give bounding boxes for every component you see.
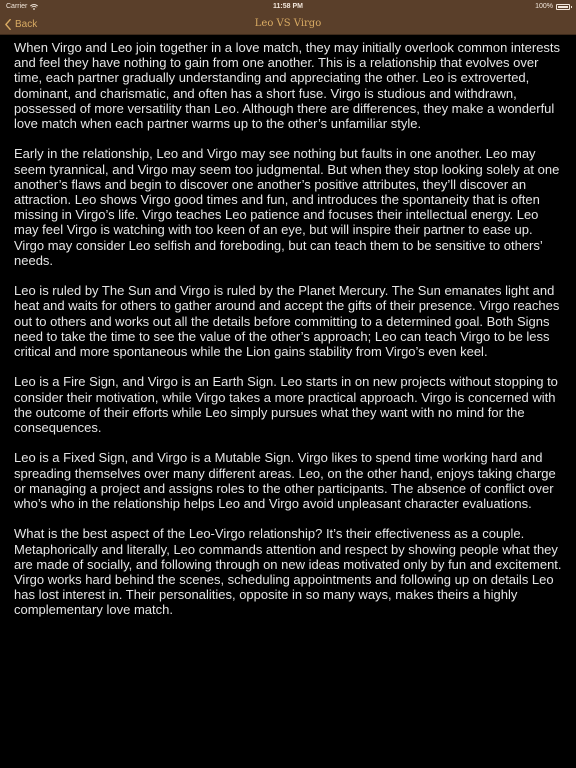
navigation-bar (0, 13, 576, 35)
paragraph: Leo is ruled by The Sun and Virgo is ruled by the Planet Mercury. The Sun emanates light and heat and waits for others to gather around and accept the gifts of their presence. Virgo reaches out to others and works out all the details before committing to a determined goal. Both Signs need to take the time to see the value of the other’s approach; Leo can teach Virgo to be less critical and more spontaneous while the Lion gains stability from Virgo’s even keel. (14, 283, 560, 360)
back-label: Back (15, 18, 38, 30)
status-time: 11:58 PM (273, 3, 303, 10)
paragraph: Early in the relationship, Leo and Virgo may see nothing but faults in one another. Leo may seem tyrannical, and Virgo may seem too judgmental. But when they stop looking solely at one another’s flaws and begin to discover one another’s positive attributes, they’ll discover an attraction. Leo shows Virgo good times and fun, and introduces the spontaneity that is often missing in Virgo’s life. Virgo teaches Leo patience and focuses their intellectual energy. Leo may feel Virgo is watching with too keen of an eye, but will inspire their partner to ease up. Virgo may consider Leo selfish and foreboding, but can teach them to be sensitive to others’ needs. (14, 146, 560, 268)
paragraph: Leo is a Fire Sign, and Virgo is an Earth Sign. Leo starts in on new projects without stopping to consider their motivation, while Virgo takes a more practical approach. Virgo is concerned with the outcome of their efforts while Leo simply pursues what they want with no mind for the consequences. (14, 374, 558, 436)
status-right (535, 0, 570, 13)
carrier-label: Carrier (6, 3, 28, 10)
status-bar (0, 0, 576, 13)
paragraph: When Virgo and Leo join together in a love match, they may initially overlook common interests and feel they have nothing to gain from one another. This is a relationship that evolves over time, each partner gradually understanding and appreciating the other. Leo is extroverted, dominant, and charismatic, and often has a short fuse. Virgo is studious and withdrawn, possessed of more versatility than Leo. Although there are differences, they make a wonderful love match when each partner warms up to the other’s unfamiliar style. (14, 40, 561, 132)
battery-icon (556, 4, 570, 10)
paragraph: Leo is a Fixed Sign, and Virgo is a Mutable Sign. Virgo likes to spend time working hard and spreading themselves over many different areas. Leo, on the other hand, enjoys taking charge or managing a project and assigns roles to the other participants. The absence of conflict over who’s who in the relationship helps Leo and Virgo avoid unpleasant character evaluations. (14, 450, 556, 512)
paragraph: What is the best aspect of the Leo-Virgo relationship? It’s their effectiveness as a couple. Metaphorically and literally, Leo commands attention and respect by showing people what they are made of socially, and following through on new ideas motivated only by fun and excitement. Virgo works hard behind the scenes, scheduling appointments and following up on details Leo has lost interest in. Their personalities, opposite in so many ways, makes theirs a highly complementary love match. (14, 526, 562, 618)
article-content (14, 40, 564, 633)
battery-percent: 100% (535, 3, 553, 10)
page-title: Leo VS Virgo (254, 18, 322, 29)
